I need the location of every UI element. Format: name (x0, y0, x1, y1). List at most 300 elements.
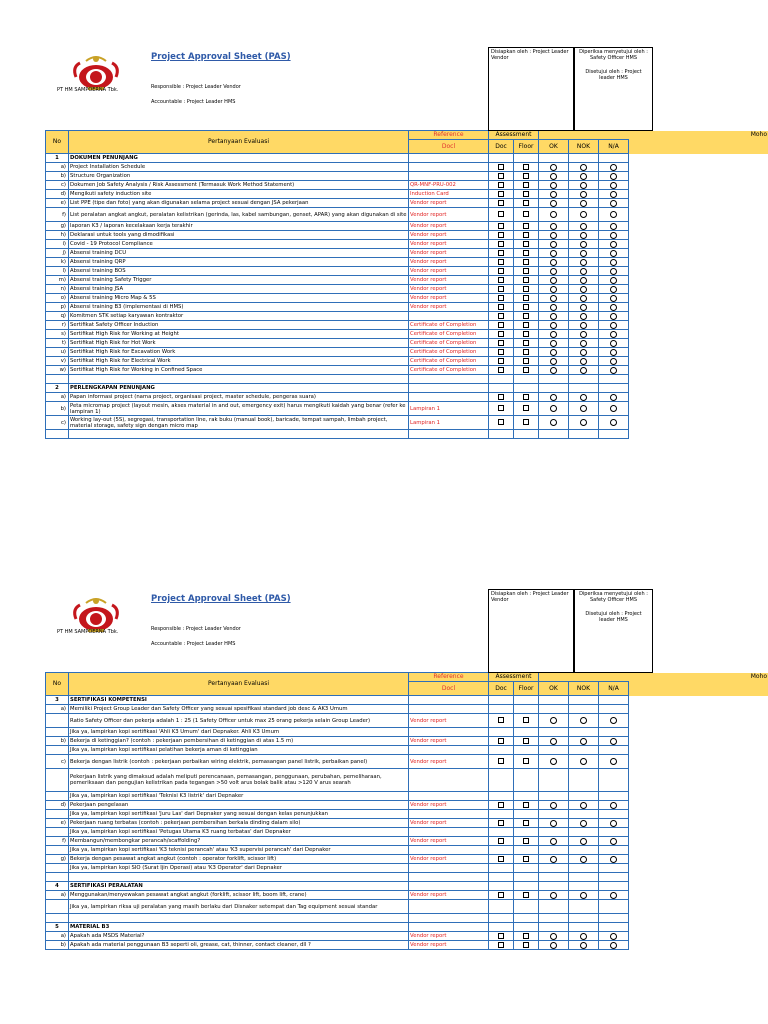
ok-cell[interactable] (539, 348, 569, 357)
floor-cell[interactable] (514, 705, 539, 714)
radio-icon[interactable] (610, 232, 617, 239)
ok-cell[interactable] (539, 873, 569, 882)
checkbox-icon[interactable] (523, 717, 529, 723)
radio-icon[interactable] (550, 211, 557, 218)
floor-cell[interactable] (514, 163, 539, 172)
nok-cell[interactable] (569, 154, 599, 163)
na-cell[interactable] (599, 199, 629, 208)
ok-cell[interactable] (539, 199, 569, 208)
floor-cell[interactable] (514, 746, 539, 755)
doc-cell[interactable] (489, 172, 514, 181)
na-cell[interactable] (599, 249, 629, 258)
ok-cell[interactable] (539, 303, 569, 312)
radio-icon[interactable] (580, 394, 587, 401)
floor-cell[interactable] (514, 375, 539, 384)
nok-cell[interactable] (569, 172, 599, 181)
radio-icon[interactable] (610, 250, 617, 257)
checkbox-icon[interactable] (523, 232, 529, 238)
radio-icon[interactable] (580, 892, 587, 899)
ok-cell[interactable] (539, 312, 569, 321)
ok-cell[interactable] (539, 366, 569, 375)
radio-icon[interactable] (550, 268, 557, 275)
floor-cell[interactable] (514, 855, 539, 864)
floor-cell[interactable] (514, 321, 539, 330)
radio-icon[interactable] (610, 942, 617, 949)
na-cell[interactable] (599, 900, 629, 914)
na-cell[interactable] (599, 258, 629, 267)
na-cell[interactable] (599, 932, 629, 941)
nok-cell[interactable] (569, 941, 599, 950)
doc-cell[interactable] (489, 837, 514, 846)
radio-icon[interactable] (580, 717, 587, 724)
ok-cell[interactable] (539, 339, 569, 348)
na-cell[interactable] (599, 801, 629, 810)
doc-cell[interactable] (489, 923, 514, 932)
ok-cell[interactable] (539, 914, 569, 923)
radio-icon[interactable] (580, 304, 587, 311)
radio-icon[interactable] (550, 738, 557, 745)
floor-cell[interactable] (514, 430, 539, 439)
checkbox-icon[interactable] (498, 738, 504, 744)
nok-cell[interactable] (569, 231, 599, 240)
radio-icon[interactable] (580, 277, 587, 284)
floor-cell[interactable] (514, 416, 539, 430)
ok-cell[interactable] (539, 163, 569, 172)
floor-cell[interactable] (514, 728, 539, 737)
checkbox-icon[interactable] (498, 286, 504, 292)
checkbox-icon[interactable] (523, 277, 529, 283)
ok-cell[interactable] (539, 882, 569, 891)
checkbox-icon[interactable] (523, 349, 529, 355)
doc-cell[interactable] (489, 321, 514, 330)
checkbox-icon[interactable] (523, 182, 529, 188)
doc-cell[interactable] (489, 366, 514, 375)
ok-cell[interactable] (539, 728, 569, 737)
radio-icon[interactable] (580, 211, 587, 218)
radio-icon[interactable] (580, 232, 587, 239)
radio-icon[interactable] (610, 164, 617, 171)
na-cell[interactable] (599, 755, 629, 769)
na-cell[interactable] (599, 696, 629, 705)
ok-cell[interactable] (539, 321, 569, 330)
checkbox-icon[interactable] (498, 349, 504, 355)
checkbox-icon[interactable] (498, 268, 504, 274)
checkbox-icon[interactable] (498, 191, 504, 197)
nok-cell[interactable] (569, 900, 599, 914)
nok-cell[interactable] (569, 810, 599, 819)
doc-cell[interactable] (489, 199, 514, 208)
nok-cell[interactable] (569, 755, 599, 769)
ok-cell[interactable] (539, 792, 569, 801)
doc-cell[interactable] (489, 714, 514, 728)
nok-cell[interactable] (569, 199, 599, 208)
checkbox-icon[interactable] (498, 942, 504, 948)
radio-icon[interactable] (550, 405, 557, 412)
na-cell[interactable] (599, 208, 629, 222)
doc-cell[interactable] (489, 267, 514, 276)
na-cell[interactable] (599, 366, 629, 375)
na-cell[interactable] (599, 330, 629, 339)
radio-icon[interactable] (610, 295, 617, 302)
floor-cell[interactable] (514, 348, 539, 357)
nok-cell[interactable] (569, 864, 599, 873)
checkbox-icon[interactable] (523, 200, 529, 206)
floor-cell[interactable] (514, 249, 539, 258)
radio-icon[interactable] (580, 259, 587, 266)
na-cell[interactable] (599, 240, 629, 249)
radio-icon[interactable] (550, 802, 557, 809)
nok-cell[interactable] (569, 267, 599, 276)
checkbox-icon[interactable] (498, 259, 504, 265)
radio-icon[interactable] (610, 313, 617, 320)
na-cell[interactable] (599, 163, 629, 172)
checkbox-icon[interactable] (523, 358, 529, 364)
checkbox-icon[interactable] (523, 419, 529, 425)
radio-icon[interactable] (580, 856, 587, 863)
ok-cell[interactable] (539, 819, 569, 828)
radio-icon[interactable] (550, 259, 557, 266)
nok-cell[interactable] (569, 222, 599, 231)
radio-icon[interactable] (550, 367, 557, 374)
floor-cell[interactable] (514, 891, 539, 900)
floor-cell[interactable] (514, 696, 539, 705)
checkbox-icon[interactable] (498, 182, 504, 188)
na-cell[interactable] (599, 285, 629, 294)
radio-icon[interactable] (580, 820, 587, 827)
doc-cell[interactable] (489, 303, 514, 312)
checkbox-icon[interactable] (498, 313, 504, 319)
ok-cell[interactable] (539, 240, 569, 249)
radio-icon[interactable] (610, 405, 617, 412)
doc-cell[interactable] (489, 891, 514, 900)
radio-icon[interactable] (610, 419, 617, 426)
nok-cell[interactable] (569, 923, 599, 932)
checkbox-icon[interactable] (523, 394, 529, 400)
nok-cell[interactable] (569, 357, 599, 366)
checkbox-icon[interactable] (498, 277, 504, 283)
nok-cell[interactable] (569, 208, 599, 222)
ok-cell[interactable] (539, 714, 569, 728)
ok-cell[interactable] (539, 181, 569, 190)
radio-icon[interactable] (550, 286, 557, 293)
nok-cell[interactable] (569, 240, 599, 249)
radio-icon[interactable] (550, 182, 557, 189)
doc-cell[interactable] (489, 705, 514, 714)
checkbox-icon[interactable] (523, 856, 529, 862)
checkbox-icon[interactable] (498, 241, 504, 247)
checkbox-icon[interactable] (498, 304, 504, 310)
radio-icon[interactable] (580, 758, 587, 765)
floor-cell[interactable] (514, 837, 539, 846)
radio-icon[interactable] (580, 838, 587, 845)
radio-icon[interactable] (580, 250, 587, 257)
radio-icon[interactable] (550, 856, 557, 863)
checkbox-icon[interactable] (523, 164, 529, 170)
floor-cell[interactable] (514, 267, 539, 276)
na-cell[interactable] (599, 267, 629, 276)
checkbox-icon[interactable] (523, 322, 529, 328)
radio-icon[interactable] (550, 340, 557, 347)
ok-cell[interactable] (539, 846, 569, 855)
ok-cell[interactable] (539, 154, 569, 163)
doc-cell[interactable] (489, 384, 514, 393)
na-cell[interactable] (599, 837, 629, 846)
floor-cell[interactable] (514, 330, 539, 339)
ok-cell[interactable] (539, 258, 569, 267)
checkbox-icon[interactable] (523, 331, 529, 337)
nok-cell[interactable] (569, 294, 599, 303)
doc-cell[interactable] (489, 746, 514, 755)
radio-icon[interactable] (610, 304, 617, 311)
checkbox-icon[interactable] (498, 358, 504, 364)
checkbox-icon[interactable] (498, 405, 504, 411)
doc-cell[interactable] (489, 240, 514, 249)
nok-cell[interactable] (569, 312, 599, 321)
ok-cell[interactable] (539, 430, 569, 439)
na-cell[interactable] (599, 792, 629, 801)
radio-icon[interactable] (610, 367, 617, 374)
radio-icon[interactable] (580, 419, 587, 426)
doc-cell[interactable] (489, 357, 514, 366)
radio-icon[interactable] (550, 241, 557, 248)
nok-cell[interactable] (569, 181, 599, 190)
radio-icon[interactable] (580, 200, 587, 207)
radio-icon[interactable] (580, 340, 587, 347)
doc-cell[interactable] (489, 276, 514, 285)
ok-cell[interactable] (539, 172, 569, 181)
na-cell[interactable] (599, 402, 629, 416)
radio-icon[interactable] (610, 259, 617, 266)
doc-cell[interactable] (489, 402, 514, 416)
checkbox-icon[interactable] (498, 340, 504, 346)
nok-cell[interactable] (569, 769, 599, 792)
nok-cell[interactable] (569, 321, 599, 330)
radio-icon[interactable] (580, 738, 587, 745)
radio-icon[interactable] (550, 717, 557, 724)
radio-icon[interactable] (610, 191, 617, 198)
radio-icon[interactable] (610, 394, 617, 401)
radio-icon[interactable] (610, 856, 617, 863)
checkbox-icon[interactable] (523, 191, 529, 197)
doc-cell[interactable] (489, 222, 514, 231)
checkbox-icon[interactable] (523, 933, 529, 939)
nok-cell[interactable] (569, 728, 599, 737)
floor-cell[interactable] (514, 402, 539, 416)
doc-cell[interactable] (489, 393, 514, 402)
floor-cell[interactable] (514, 819, 539, 828)
radio-icon[interactable] (610, 286, 617, 293)
doc-cell[interactable] (489, 801, 514, 810)
radio-icon[interactable] (610, 838, 617, 845)
floor-cell[interactable] (514, 181, 539, 190)
floor-cell[interactable] (514, 873, 539, 882)
doc-cell[interactable] (489, 249, 514, 258)
na-cell[interactable] (599, 294, 629, 303)
checkbox-icon[interactable] (498, 802, 504, 808)
doc-cell[interactable] (489, 900, 514, 914)
ok-cell[interactable] (539, 249, 569, 258)
radio-icon[interactable] (580, 164, 587, 171)
doc-cell[interactable] (489, 792, 514, 801)
nok-cell[interactable] (569, 190, 599, 199)
nok-cell[interactable] (569, 163, 599, 172)
radio-icon[interactable] (610, 268, 617, 275)
checkbox-icon[interactable] (523, 838, 529, 844)
na-cell[interactable] (599, 819, 629, 828)
checkbox-icon[interactable] (498, 758, 504, 764)
radio-icon[interactable] (580, 802, 587, 809)
floor-cell[interactable] (514, 714, 539, 728)
radio-icon[interactable] (610, 173, 617, 180)
nok-cell[interactable] (569, 276, 599, 285)
ok-cell[interactable] (539, 900, 569, 914)
radio-icon[interactable] (550, 331, 557, 338)
checkbox-icon[interactable] (498, 331, 504, 337)
nok-cell[interactable] (569, 258, 599, 267)
floor-cell[interactable] (514, 810, 539, 819)
ok-cell[interactable] (539, 864, 569, 873)
checkbox-icon[interactable] (523, 268, 529, 274)
ok-cell[interactable] (539, 932, 569, 941)
checkbox-icon[interactable] (498, 838, 504, 844)
doc-cell[interactable] (489, 339, 514, 348)
na-cell[interactable] (599, 312, 629, 321)
nok-cell[interactable] (569, 828, 599, 837)
nok-cell[interactable] (569, 846, 599, 855)
floor-cell[interactable] (514, 792, 539, 801)
floor-cell[interactable] (514, 846, 539, 855)
ok-cell[interactable] (539, 357, 569, 366)
na-cell[interactable] (599, 923, 629, 932)
floor-cell[interactable] (514, 258, 539, 267)
checkbox-icon[interactable] (523, 758, 529, 764)
radio-icon[interactable] (610, 340, 617, 347)
radio-icon[interactable] (610, 241, 617, 248)
radio-icon[interactable] (580, 358, 587, 365)
doc-cell[interactable] (489, 864, 514, 873)
radio-icon[interactable] (550, 892, 557, 899)
checkbox-icon[interactable] (523, 250, 529, 256)
floor-cell[interactable] (514, 941, 539, 950)
radio-icon[interactable] (550, 358, 557, 365)
doc-cell[interactable] (489, 810, 514, 819)
radio-icon[interactable] (610, 331, 617, 338)
na-cell[interactable] (599, 737, 629, 746)
checkbox-icon[interactable] (498, 892, 504, 898)
na-cell[interactable] (599, 276, 629, 285)
checkbox-icon[interactable] (498, 223, 504, 229)
doc-cell[interactable] (489, 941, 514, 950)
doc-cell[interactable] (489, 728, 514, 737)
checkbox-icon[interactable] (523, 211, 529, 217)
na-cell[interactable] (599, 181, 629, 190)
floor-cell[interactable] (514, 339, 539, 348)
floor-cell[interactable] (514, 393, 539, 402)
checkbox-icon[interactable] (523, 173, 529, 179)
ok-cell[interactable] (539, 285, 569, 294)
radio-icon[interactable] (580, 313, 587, 320)
radio-icon[interactable] (550, 313, 557, 320)
ok-cell[interactable] (539, 375, 569, 384)
radio-icon[interactable] (610, 933, 617, 940)
radio-icon[interactable] (550, 232, 557, 239)
checkbox-icon[interactable] (498, 211, 504, 217)
radio-icon[interactable] (550, 758, 557, 765)
checkbox-icon[interactable] (498, 173, 504, 179)
nok-cell[interactable] (569, 855, 599, 864)
radio-icon[interactable] (550, 942, 557, 949)
doc-cell[interactable] (489, 285, 514, 294)
doc-cell[interactable] (489, 696, 514, 705)
na-cell[interactable] (599, 810, 629, 819)
checkbox-icon[interactable] (498, 232, 504, 238)
ok-cell[interactable] (539, 737, 569, 746)
na-cell[interactable] (599, 728, 629, 737)
floor-cell[interactable] (514, 154, 539, 163)
ok-cell[interactable] (539, 696, 569, 705)
radio-icon[interactable] (610, 182, 617, 189)
checkbox-icon[interactable] (498, 322, 504, 328)
ok-cell[interactable] (539, 810, 569, 819)
checkbox-icon[interactable] (523, 820, 529, 826)
floor-cell[interactable] (514, 303, 539, 312)
doc-cell[interactable] (489, 914, 514, 923)
checkbox-icon[interactable] (498, 200, 504, 206)
floor-cell[interactable] (514, 384, 539, 393)
radio-icon[interactable] (550, 223, 557, 230)
floor-cell[interactable] (514, 312, 539, 321)
radio-icon[interactable] (610, 717, 617, 724)
nok-cell[interactable] (569, 714, 599, 728)
na-cell[interactable] (599, 914, 629, 923)
na-cell[interactable] (599, 882, 629, 891)
radio-icon[interactable] (550, 295, 557, 302)
radio-icon[interactable] (580, 191, 587, 198)
doc-cell[interactable] (489, 416, 514, 430)
radio-icon[interactable] (610, 892, 617, 899)
floor-cell[interactable] (514, 240, 539, 249)
ok-cell[interactable] (539, 941, 569, 950)
radio-icon[interactable] (610, 738, 617, 745)
radio-icon[interactable] (580, 286, 587, 293)
checkbox-icon[interactable] (523, 942, 529, 948)
na-cell[interactable] (599, 941, 629, 950)
floor-cell[interactable] (514, 737, 539, 746)
radio-icon[interactable] (550, 164, 557, 171)
ok-cell[interactable] (539, 769, 569, 792)
checkbox-icon[interactable] (498, 717, 504, 723)
doc-cell[interactable] (489, 855, 514, 864)
ok-cell[interactable] (539, 416, 569, 430)
checkbox-icon[interactable] (498, 933, 504, 939)
checkbox-icon[interactable] (523, 304, 529, 310)
nok-cell[interactable] (569, 873, 599, 882)
floor-cell[interactable] (514, 172, 539, 181)
checkbox-icon[interactable] (498, 295, 504, 301)
checkbox-icon[interactable] (498, 394, 504, 400)
radio-icon[interactable] (580, 182, 587, 189)
na-cell[interactable] (599, 384, 629, 393)
doc-cell[interactable] (489, 882, 514, 891)
floor-cell[interactable] (514, 357, 539, 366)
ok-cell[interactable] (539, 828, 569, 837)
floor-cell[interactable] (514, 801, 539, 810)
floor-cell[interactable] (514, 828, 539, 837)
checkbox-icon[interactable] (523, 340, 529, 346)
ok-cell[interactable] (539, 891, 569, 900)
checkbox-icon[interactable] (523, 313, 529, 319)
radio-icon[interactable] (580, 268, 587, 275)
